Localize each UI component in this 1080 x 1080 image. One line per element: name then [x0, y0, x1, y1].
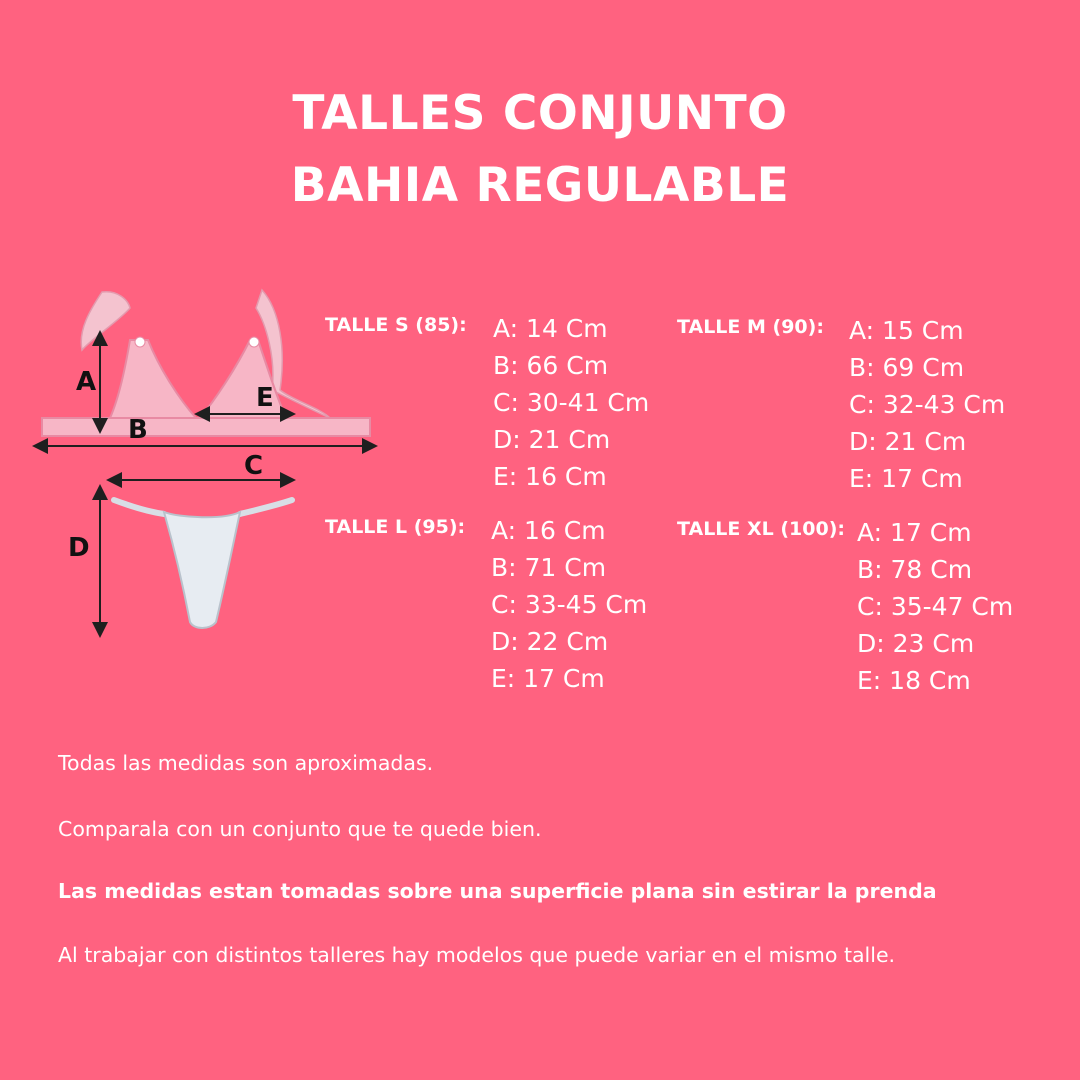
size-l-values	[491, 512, 647, 697]
size-m-b: B: 69 Cm	[849, 353, 965, 382]
label-e: E	[256, 383, 274, 413]
left-cup	[110, 340, 196, 418]
size-l-label: TALLE L (95):	[325, 516, 466, 538]
size-m-c: C: 32-43 Cm	[849, 390, 1006, 419]
note-compare: Comparala con un conjunto que te quede bien.	[58, 817, 542, 841]
title-line-2: BAHIA REGULABLE	[290, 158, 790, 213]
size-l-e: E: 17 Cm	[491, 664, 605, 693]
size-s-label: TALLE S (85):	[325, 314, 467, 336]
label-c: C	[244, 451, 264, 481]
size-s-a: A: 14 Cm	[493, 314, 608, 343]
size-m-values	[849, 312, 1005, 497]
bottom-left-tie	[114, 500, 164, 514]
size-xl-values	[857, 514, 1013, 699]
size-l-b: B: 71 Cm	[491, 553, 607, 582]
left-strap	[81, 292, 130, 350]
size-l-d: D: 22 Cm	[491, 627, 609, 656]
size-m-label: TALLE M (90):	[677, 316, 824, 338]
size-m-d: D: 21 Cm	[849, 427, 967, 456]
size-s-b: B: 66 Cm	[493, 351, 609, 380]
size-m-e: E: 17 Cm	[849, 464, 963, 493]
label-b: B	[128, 415, 148, 445]
left-bow-icon	[135, 337, 145, 347]
page-title	[0, 78, 1080, 222]
size-xl-d: D: 23 Cm	[857, 629, 975, 658]
title-line-1: TALLES CONJUNTO	[292, 86, 788, 141]
bikini-bottom	[164, 512, 240, 628]
size-s-e: E: 16 Cm	[493, 462, 607, 491]
label-d: D	[68, 533, 90, 563]
size-xl-c: C: 35-47 Cm	[857, 592, 1014, 621]
note-approximate: Todas las medidas son aproximadas.	[58, 751, 434, 775]
label-a: A	[76, 367, 97, 397]
size-s-c: C: 30-41 Cm	[493, 388, 650, 417]
size-xl-a: A: 17 Cm	[857, 518, 972, 547]
size-l-c: C: 33-45 Cm	[491, 590, 648, 619]
note-flat-surface: Las medidas estan tomadas sobre una superficie plana sin estirar la prenda	[58, 879, 937, 903]
bottom-right-tie	[240, 500, 292, 514]
size-xl-label: TALLE XL (100):	[677, 518, 845, 540]
size-m-a: A: 15 Cm	[849, 316, 964, 345]
right-bow-icon	[249, 337, 259, 347]
size-s-d: D: 21 Cm	[493, 425, 611, 454]
bra-band	[42, 418, 370, 436]
size-xl-b: B: 78 Cm	[857, 555, 973, 584]
size-l-a: A: 16 Cm	[491, 516, 606, 545]
note-workshops: Al trabajar con distintos talleres hay modelos que puede variar en el mismo talle.	[58, 943, 896, 967]
size-s-values	[493, 310, 649, 495]
size-xl-e: E: 18 Cm	[857, 666, 971, 695]
